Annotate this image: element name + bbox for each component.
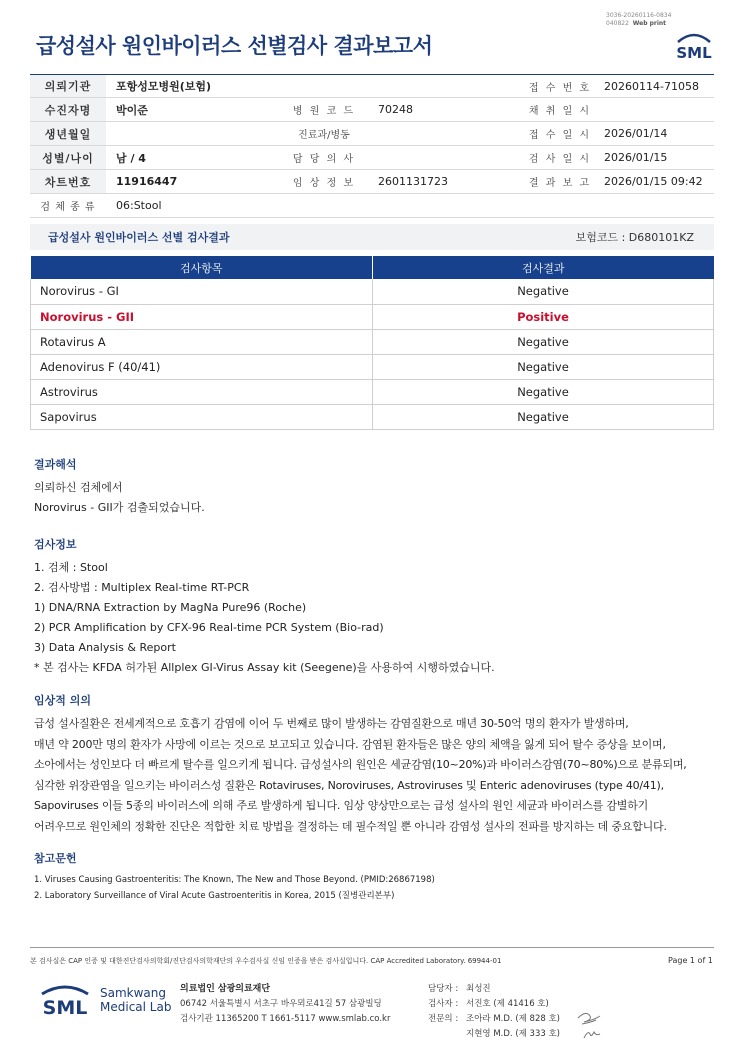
table-row bbox=[31, 404, 714, 429]
dept-label: 진료과/병동 bbox=[280, 122, 368, 145]
test-info-line: 1. 검체 : Stool bbox=[34, 561, 108, 574]
test-item: Norovirus - GI bbox=[31, 279, 373, 304]
info-row bbox=[30, 194, 714, 218]
reference-line: 1. Viruses Causing Gastroenteritis: The Known, The New and Those Beyond. (PMID:26867198) bbox=[34, 875, 435, 885]
print-id-line-2 bbox=[606, 20, 671, 28]
results-table bbox=[30, 256, 714, 430]
lab-name bbox=[100, 986, 171, 1014]
table-row bbox=[31, 354, 714, 379]
staff-row bbox=[428, 982, 560, 997]
report-title: 급성설사 원인바이러스 선별검사 결과보고서 bbox=[36, 34, 433, 58]
test-item: Rotavirus A bbox=[31, 329, 373, 354]
patient-info-table bbox=[30, 74, 714, 218]
staff-row bbox=[428, 1012, 560, 1027]
staff-name: 최성진 bbox=[466, 984, 491, 994]
patient-label: 수진자명 bbox=[30, 98, 106, 121]
test-item: Astrovirus bbox=[31, 379, 373, 404]
references-section bbox=[34, 850, 724, 904]
sml-logo-icon bbox=[672, 24, 716, 68]
test-info-line: 2) PCR Amplification by CFX-96 Real-time PCR System (Bio-rad) bbox=[34, 621, 384, 634]
test-info-title: 검사정보 bbox=[34, 538, 77, 551]
test-info-line: 3) Data Analysis & Report bbox=[34, 641, 176, 654]
insurance-code: 보험코드 : D680101KZ bbox=[575, 231, 694, 244]
test-result: Negative bbox=[373, 404, 714, 429]
table-row bbox=[31, 279, 714, 304]
org-info bbox=[180, 982, 390, 1027]
results-header-row bbox=[31, 256, 714, 279]
test-info-section bbox=[34, 536, 724, 678]
receipt-no-label: 접 수 번 호 bbox=[526, 75, 594, 97]
signature-icon bbox=[574, 1008, 614, 1044]
collect-date-value bbox=[594, 98, 714, 121]
staff-role bbox=[428, 1027, 466, 1042]
hospital-code-value: 70248 bbox=[378, 103, 413, 116]
interpretation-line: 의뢰하신 검체에서 bbox=[34, 481, 123, 494]
accreditation-note: 본 검사실은 CAP 인증 및 대한진단검사의학회/진단검사의학재단의 우수검사실 신임 인증을 받은 검사실입니다. CAP Accredited Laboratory. 69944-01 bbox=[30, 957, 502, 965]
sex-age-label: 성별/나이 bbox=[30, 146, 106, 169]
request-org-value: 포항성모병원(보험) bbox=[116, 80, 212, 93]
table-row bbox=[31, 379, 714, 404]
specimen-value: 06:Stool bbox=[116, 199, 162, 212]
sml-footer-logo-icon bbox=[36, 980, 94, 1020]
results-header-result: 검사결과 bbox=[373, 256, 714, 279]
test-info-line: 2. 검사방법 : Multiplex Real-time RT-PCR bbox=[34, 581, 250, 594]
lab-name-line-2: Medical Lab bbox=[100, 1000, 172, 1014]
specimen-label: 검 체 종 류 bbox=[30, 194, 106, 217]
web-print-label: Web print bbox=[632, 20, 667, 27]
receipt-date-value: 2026/01/14 bbox=[604, 127, 668, 140]
test-result: Negative bbox=[373, 379, 714, 404]
table-row bbox=[31, 304, 714, 329]
table-row bbox=[31, 329, 714, 354]
sex-age-value: 남 / 4 bbox=[116, 151, 146, 165]
org-name: 의료법인 삼광의료재단 bbox=[180, 984, 271, 994]
result-section-bar bbox=[30, 224, 714, 250]
test-info-line: * 본 검사는 KFDA 허가된 Allplex GI-Virus Assay kit (Seegene)을 사용하여 시행하였습니다. bbox=[34, 661, 495, 674]
doctor-label: 담 당 의 사 bbox=[280, 146, 368, 169]
patient-value: 박이준 bbox=[116, 103, 148, 117]
result-section-title: 급성설사 원인바이러스 선별 검사결과 bbox=[48, 231, 230, 244]
staff-info bbox=[428, 982, 560, 1042]
doctor-value bbox=[368, 146, 526, 169]
results-header-item: 검사항목 bbox=[31, 256, 373, 279]
print-id bbox=[606, 12, 671, 28]
info-row bbox=[30, 122, 714, 146]
clinical-section bbox=[34, 692, 724, 838]
staff-role: 전문의 : bbox=[428, 1014, 459, 1024]
interpretation-section bbox=[34, 456, 724, 518]
print-id-code: 040822 bbox=[606, 20, 629, 27]
sml-footer-logo-text: SML bbox=[42, 997, 88, 1019]
test-item: Sapovirus bbox=[31, 404, 373, 429]
collect-date-label: 채 취 일 시 bbox=[526, 98, 594, 121]
clinical-line: Sapoviruses 이들 5종의 바이러스에 의해 주로 발생하게 됩니다. 임상 양상만으로는 급성 설사의 원인 세균과 바이러스를 감별하기 bbox=[34, 799, 649, 813]
staff-name: 서진호 (제 41416 호) bbox=[466, 999, 549, 1009]
chart-no-label: 차트번호 bbox=[30, 170, 106, 193]
sml-logo-text: SML bbox=[676, 44, 712, 62]
info-row bbox=[30, 98, 714, 122]
clinical-line: 심각한 위장관염을 일으키는 바이러스성 질환은 Rotaviruses, Noroviruses, Astroviruses 및 Enteric adenoviruses (type 40/41), bbox=[34, 778, 664, 792]
info-row bbox=[30, 146, 714, 170]
footer-divider bbox=[30, 947, 714, 948]
test-result: Negative bbox=[373, 329, 714, 354]
test-result: Negative bbox=[373, 354, 714, 379]
test-result: Positive bbox=[373, 304, 714, 329]
receipt-date-label: 접 수 일 시 bbox=[526, 122, 594, 145]
report-date-value: 2026/01/15 09:42 bbox=[604, 175, 703, 188]
birth-label: 생년월일 bbox=[30, 122, 106, 145]
dept-value bbox=[368, 122, 526, 145]
test-date-value: 2026/01/15 bbox=[604, 151, 668, 164]
staff-row bbox=[428, 1027, 560, 1042]
clinical-line: 급성 설사질환은 전세계적으로 호흡기 감염에 이어 두 번째로 많이 발생하는 감염질환으로 매년 30-50억 명의 환자가 발생하며, bbox=[34, 717, 629, 730]
clinical-info-value: 2601131723 bbox=[378, 175, 448, 188]
clinical-info-label: 임 상 정 보 bbox=[280, 170, 368, 193]
staff-name: 조아라 M.D. (제 828 호) bbox=[466, 1014, 561, 1024]
info-row bbox=[30, 170, 714, 194]
staff-row bbox=[428, 997, 560, 1012]
page-number: Page 1 of 1 bbox=[668, 956, 713, 965]
test-item: Norovirus - GII bbox=[31, 304, 373, 329]
interpretation-line: Norovirus - GII가 검출되었습니다. bbox=[34, 501, 205, 514]
test-info-line: 1) DNA/RNA Extraction by MagNa Pure96 (Roche) bbox=[34, 601, 307, 614]
request-org-label: 의뢰기관 bbox=[30, 75, 106, 97]
clinical-line: 소아에서는 성인보다 더 빠르게 탈수를 일으키게 됩니다. 급성설사의 원인은 세균감염(10~20%)과 바이러스감염(70~80%)으로 분류되며, bbox=[34, 758, 687, 772]
test-date-label: 검 사 일 시 bbox=[526, 146, 594, 169]
footer-logo bbox=[36, 980, 171, 1020]
org-address: 06742 서울특별시 서초구 바우뫼로41길 57 삼광빌딩 bbox=[180, 999, 382, 1009]
staff-name: 지현영 M.D. (제 333 호) bbox=[466, 1029, 561, 1039]
test-item: Adenovirus F (40/41) bbox=[31, 354, 373, 379]
references-title: 참고문헌 bbox=[34, 852, 77, 865]
clinical-title: 임상적 의의 bbox=[34, 694, 91, 707]
staff-role: 검사자 : bbox=[428, 999, 459, 1009]
info-row bbox=[30, 74, 714, 98]
reference-line: 2. Laboratory Surveillance of Viral Acute Gastroenteritis in Korea, 2015 (질병관리본부) bbox=[34, 891, 395, 901]
test-result: Negative bbox=[373, 279, 714, 304]
print-id-line-1: 3036-20260116-0834 bbox=[606, 12, 672, 19]
chart-no-value: 11916447 bbox=[116, 175, 178, 188]
report-date-label: 결 과 보 고 bbox=[526, 170, 594, 193]
clinical-line: 어려우므로 원인체의 정확한 진단은 적합한 치료 방법을 결정하는 데 필수적일 뿐 아니라 감염성 설사의 전파를 방지하는 데 중요합니다. bbox=[34, 819, 667, 833]
receipt-no-value: 20260114-71058 bbox=[604, 79, 699, 93]
lab-name-line-1: Samkwang bbox=[100, 986, 166, 1000]
staff-role: 담당자 : bbox=[428, 984, 459, 994]
interpretation-title: 결과해석 bbox=[34, 458, 77, 471]
clinical-line: 매년 약 200만 명의 환자가 사망에 이르는 것으로 보고되고 있습니다. 감염된 환자들은 많은 양의 체액을 잃게 되어 탈수 증상을 보이며, bbox=[34, 737, 666, 751]
birth-value bbox=[106, 122, 280, 145]
hospital-code-label: 병 원 코 드 bbox=[280, 98, 368, 121]
org-contact: 검사기관 11365200 T 1661-5117 www.smlab.co.kr bbox=[180, 1014, 391, 1024]
